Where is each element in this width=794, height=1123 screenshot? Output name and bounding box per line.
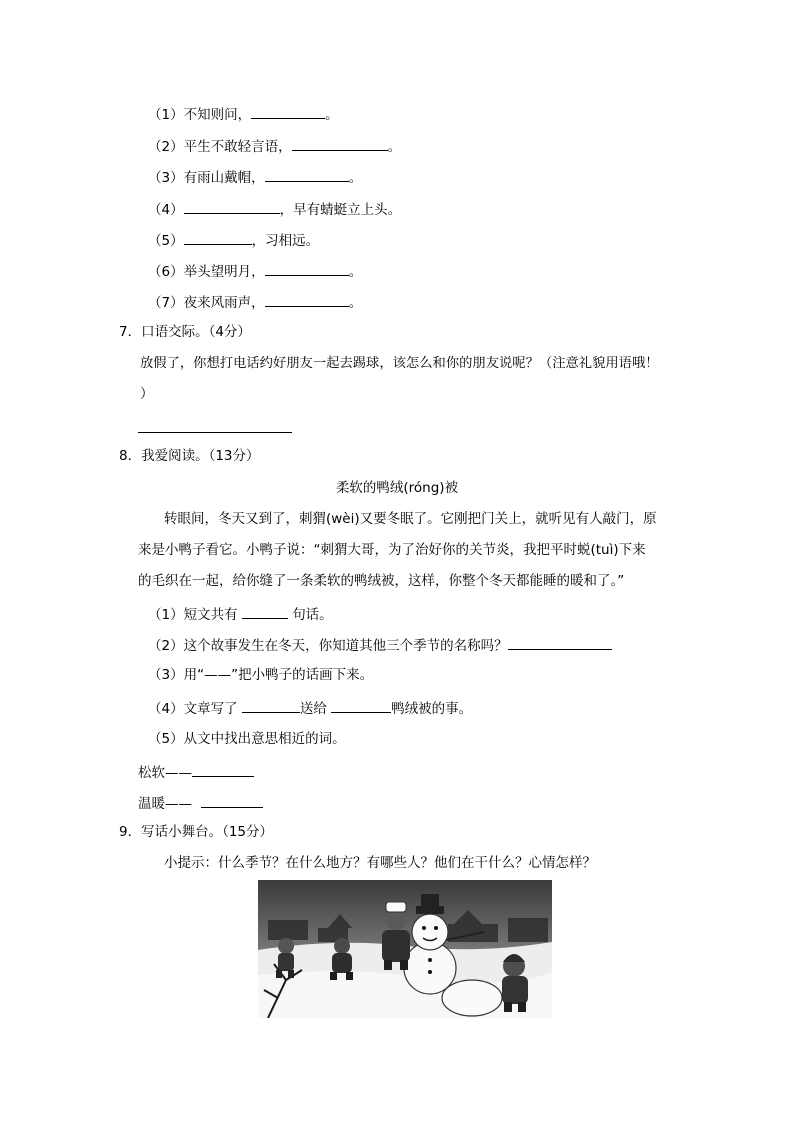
q8-sub-1: （1）短文共有 句话。: [148, 604, 333, 624]
word-pair-2: 温暖——: [138, 793, 263, 813]
answer-blank[interactable]: [184, 199, 280, 214]
answer-blank[interactable]: [192, 762, 254, 777]
answer-blank[interactable]: [265, 261, 349, 276]
snowman-illustration: [258, 880, 552, 1018]
q8-heading: 8．我爱阅读。（13分）: [119, 448, 260, 464]
q8-sub-3: （3）用“——”把小鸭子的话画下来。: [148, 667, 374, 683]
answer-blank[interactable]: [251, 104, 325, 119]
q7-answer-line[interactable]: [138, 432, 292, 433]
answer-blank[interactable]: [242, 604, 288, 619]
q6-item-1: （1）不知则问， 。: [148, 104, 339, 124]
answer-blank[interactable]: [184, 230, 252, 245]
q8-sub-5: （5）从文中找出意思相近的词。: [148, 731, 346, 747]
passage-title: 柔软的鸭绒(róng)被: [335, 480, 459, 496]
answer-blank[interactable]: [265, 167, 349, 182]
q7-prompt: 放假了，你想打电话约好朋友一起去踢球，该怎么和你的朋友说呢？（注意礼貌用语哦！: [140, 356, 659, 371]
q6-item-2: （2）平生不敢轻言语， 。: [148, 136, 401, 156]
answer-blank[interactable]: [201, 793, 263, 808]
q9-hint: 小提示：什么季节？在什么地方？有哪些人？他们在干什么？心情怎样？: [164, 855, 596, 871]
q9-heading: 9．写话小舞台。（15分）: [119, 824, 274, 840]
q6-item-6: （6）举头望明月， 。: [148, 261, 362, 281]
q6-item-4: （4） ，早有蜻蜓立上头。: [148, 199, 401, 219]
q7-heading: 7．口语交际。（4分）: [119, 324, 251, 340]
q6-item-7: （7）夜来风雨声， 。: [148, 292, 362, 312]
answer-blank[interactable]: [242, 698, 300, 713]
answer-blank[interactable]: [265, 292, 349, 307]
q6-item-5: （5） ，习相远。: [148, 230, 319, 250]
passage-line-1: 转眼间，冬天又到了，刺猬(wèi)又要冬眠了。它刚把门关上，就听见有人敲门，原: [164, 511, 657, 527]
q8-sub-2: （2）这个故事发生在冬天，你知道其他三个季节的名称吗？: [148, 635, 612, 655]
answer-blank[interactable]: [508, 635, 612, 650]
q6-item-3: （3）有雨山戴帽， 。: [148, 167, 362, 187]
q7-prompt-end: ）: [140, 386, 154, 402]
answer-blank[interactable]: [331, 698, 391, 713]
passage-line-2: 来是小鸭子看它。小鸭子说：“刺猬大哥，为了治好你的关节炎，我把平时蜕(tuì)下来: [138, 542, 646, 558]
q8-sub-4: （4）文章写了 送给 鸭绒被的事。: [148, 698, 472, 718]
winter-scene-image: [258, 880, 552, 1018]
passage-line-3: 的毛织在一起，给你缝了一条柔软的鸭绒被，这样，你整个冬天都能睡的暖和了。”: [138, 573, 625, 589]
answer-blank[interactable]: [292, 136, 388, 151]
word-pair-1: 松软——: [138, 762, 254, 782]
